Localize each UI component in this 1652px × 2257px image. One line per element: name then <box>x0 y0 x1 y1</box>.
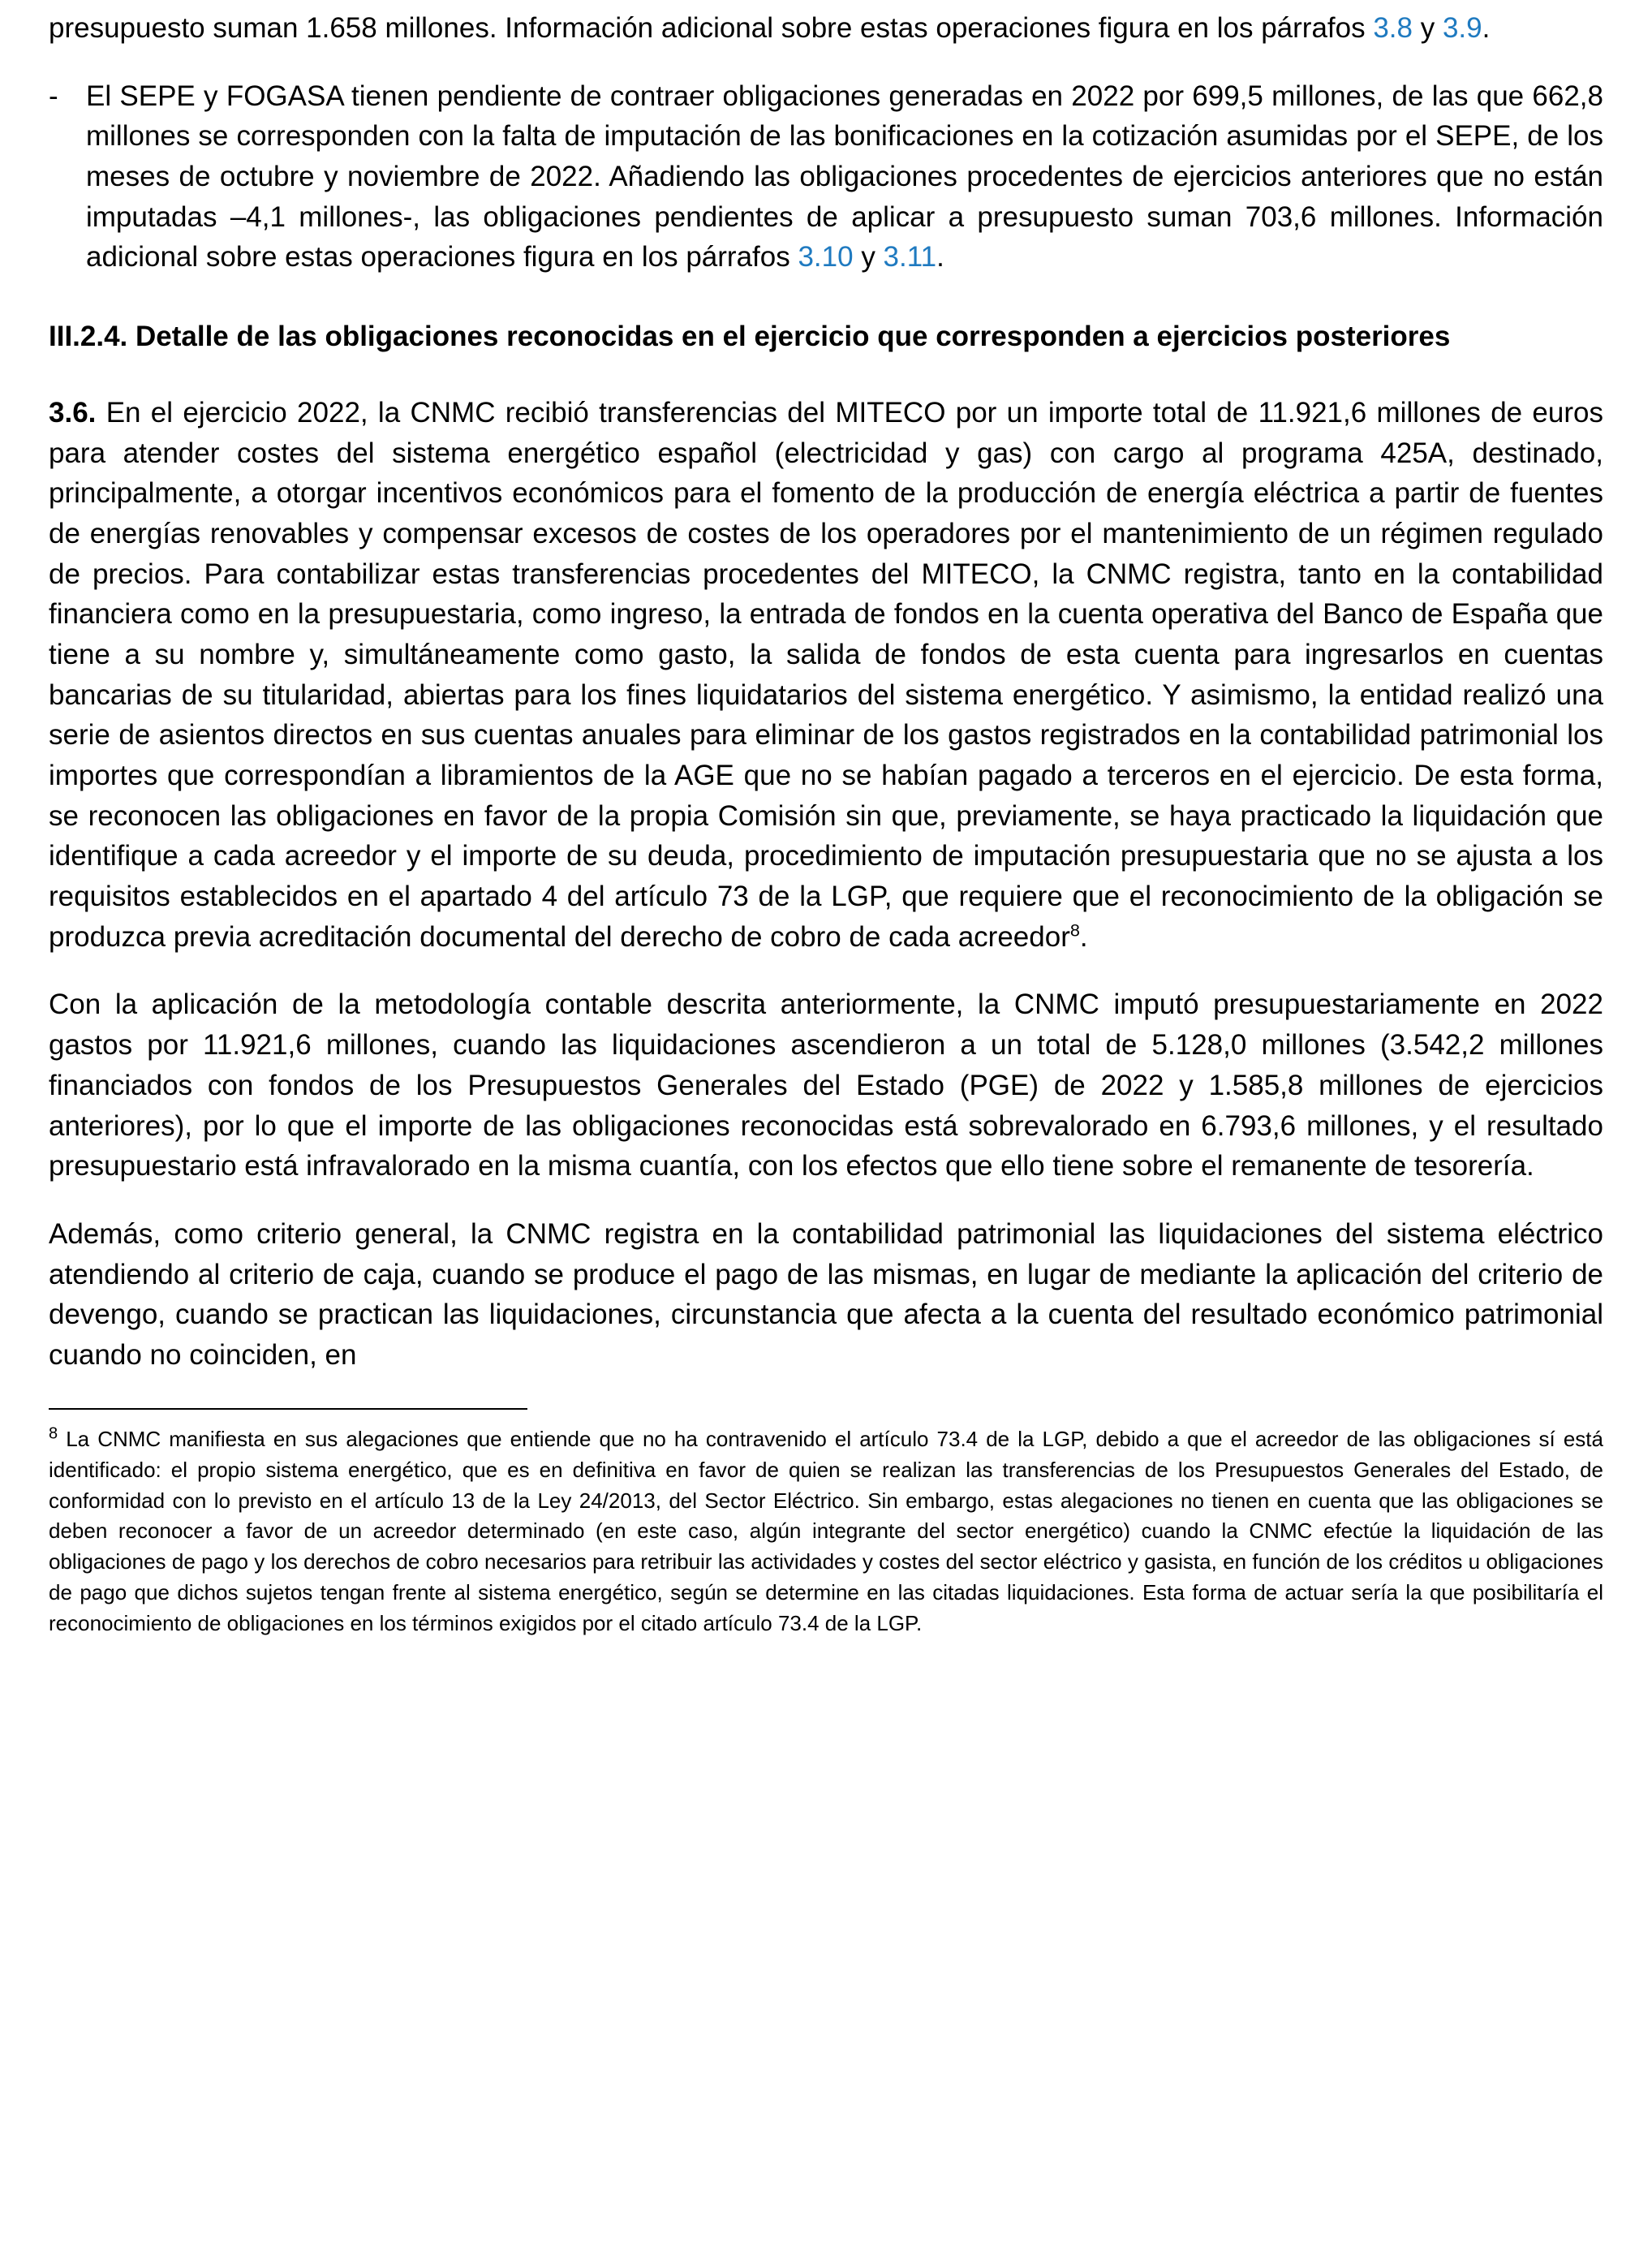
footnote-reference-8[interactable]: 8 <box>1069 920 1080 941</box>
continued-paragraph-text-part1: presupuesto suman 1.658 millones. Información adicional sobre estas operaciones figura en los párrafos <box>49 12 1374 44</box>
paragraph-3-6 <box>49 393 1603 958</box>
continued-paragraph-conjunction: y <box>1412 12 1443 44</box>
continued-paragraph <box>49 8 1603 49</box>
paragraph-metodologia: Con la aplicación de la metodología contable descrita anteriormente, la CNMC imputó presupuestariamente en 2022 gastos por 11.921,6 millones, cuando las liquidaciones ascendieron a un total de 5.128,0 millones (3.542,2 millones financiados con fondos de los Presupuestos Generales del Estado (PGE) de 2022 y 1.585,8 millones de ejercicios anteriores), por lo que el importe de las obligaciones reconocidas está sobrevalorado en 6.793,6 millones, y el resultado presupuestario está infravalorado en la misma cuantía, con los efectos que ello tiene sobre el remanente de tesorería. <box>49 989 1603 1182</box>
footnote-area <box>49 1408 1603 1640</box>
continued-paragraph-period: . <box>1482 12 1491 44</box>
paragraph-ademas: Además, como criterio general, la CNMC registra en la contabilidad patrimonial las liquidaciones del sistema eléctrico atendiendo al criterio de caja, cuando se produce el pago de las mismas, en lugar de mediante la aplicación del criterio de devengo, cuando se practican las liquidaciones, circunstancia que afecta a la cuenta del resultado económico patrimonial cuando no coinciden, en <box>49 1217 1603 1371</box>
bullet-period: . <box>936 241 944 274</box>
footnote-separator-rule <box>49 1408 527 1410</box>
paragraph-3-6-period: . <box>1079 920 1088 953</box>
paragraph-reference-3-10[interactable]: 3.10 <box>798 241 854 274</box>
paragraph-reference-3-11[interactable]: 3.11 <box>883 241 937 274</box>
bullet-item-body <box>86 76 1603 278</box>
bullet-conjunction: y <box>853 241 884 274</box>
footnote-8-text: La CNMC manifiesta en sus alegaciones que entiende que no ha contravenido el artículo 73.4 de la LGP, debido a que el acreedor de las obligaciones sí está identificado: el propio sistema energético, que es en definitiva en favor de quien se realizan las transferencias de los Presupuestos Generales del Estado, de conformidad con lo previsto en el artículo 13 de la Ley 24/2013, del Sector Eléctrico. Sin embargo, estas alegaciones no tienen en cuenta que las obligaciones se deben reconocer a favor de un acreedor determinado (en este caso, algún integrante del sector energético) cuando la CNMC efectúe la liquidación de las obligaciones de pago y los derechos de cobro necesarios para retribuir las actividades y costes del sector eléctrico y gasista, en función de los créditos u obligaciones de pago que dichos sujetos tengan frente al sistema energético, según se determine en las citadas liquidaciones. Esta forma de actuar sería la que posibilitaría el reconocimiento de obligaciones en los términos exigidos por el citado artículo 73.4 de la LGP. <box>49 1426 1603 1636</box>
paragraph-reference-3-8[interactable]: 3.8 <box>1373 12 1413 44</box>
section-heading: III.2.4. Detalle de las obligaciones reconocidas en el ejercicio que corresponden a ejercicios posteriores <box>49 321 1451 353</box>
paragraph-3-6-text: En el ejercicio 2022, la CNMC recibió transferencias del MITECO por un importe total de 11.921,6 millones de euros para atender costes del sistema energético español (electricidad y gas) con cargo al programa 425A, destinado, principalmente, a otorgar incentivos económicos para el fomento de la producción de energía eléctrica a partir de fuentes de energías renovables y compensar excesos de costes de los operadores por el mantenimiento de un régimen regulado de precios. Para contabilizar estas transferencias procedentes del MITECO, la CNMC registra, tanto en la contabilidad financiera como en la presupuestaria, como ingreso, la entrada de fondos en la cuenta operativa del Banco de España que tiene a su nombre y, simultáneamente como gasto, la salida de fondos de esta cuenta para ingresarlos en cuentas bancarias de su titularidad, abiertas para los fines liquidatarios del sistema energético. Y asimismo, la entidad realizó una serie de asientos directos en sus cuentas anuales para eliminar de los gastos registrados en la contabilidad patrimonial los importes que correspondían a libramientos de la AGE que no se habían pagado a terceros en el ejercicio. De esta forma, se reconocen las obligaciones en favor de la propia Comisión sin que, previamente, se haya practicado la liquidación que identifique a cada acreedor y el importe de su deuda, procedimiento de imputación presupuestaria que no se ajusta a los requisitos establecidos en el apartado 4 del artículo 73 de la LGP, que requiere que el reconocimiento de la obligación se produzca previa acreditación documental del derecho de cobro de cada acreedor <box>49 396 1603 953</box>
footnote-mark-8: 8 <box>49 1424 58 1442</box>
bullet-item-sepe-fogasa <box>49 76 1603 278</box>
bullet-text-part1: El SEPE y FOGASA tienen pendiente de contraer obligaciones generadas en 2022 por 699,5 millones, de las que 662,8 millones se corresponden con la falta de imputación de las bonificaciones en la cotización asumidas por el SEPE, de los meses de octubre y noviembre de 2022. Añadiendo las obligaciones procedentes de ejercicios anteriores que no están imputadas –4,1 millones-, las obligaciones pendientes de aplicar a presupuesto suman 703,6 millones. Información adicional sobre estas operaciones figura en los párrafos <box>86 80 1603 274</box>
document-page <box>0 8 1652 2257</box>
paragraph-reference-3-9[interactable]: 3.9 <box>1442 12 1482 44</box>
paragraph-number-3-6: 3.6. <box>49 396 97 429</box>
bullet-marker: - <box>49 80 58 112</box>
footnote-8 <box>49 1424 1603 1640</box>
